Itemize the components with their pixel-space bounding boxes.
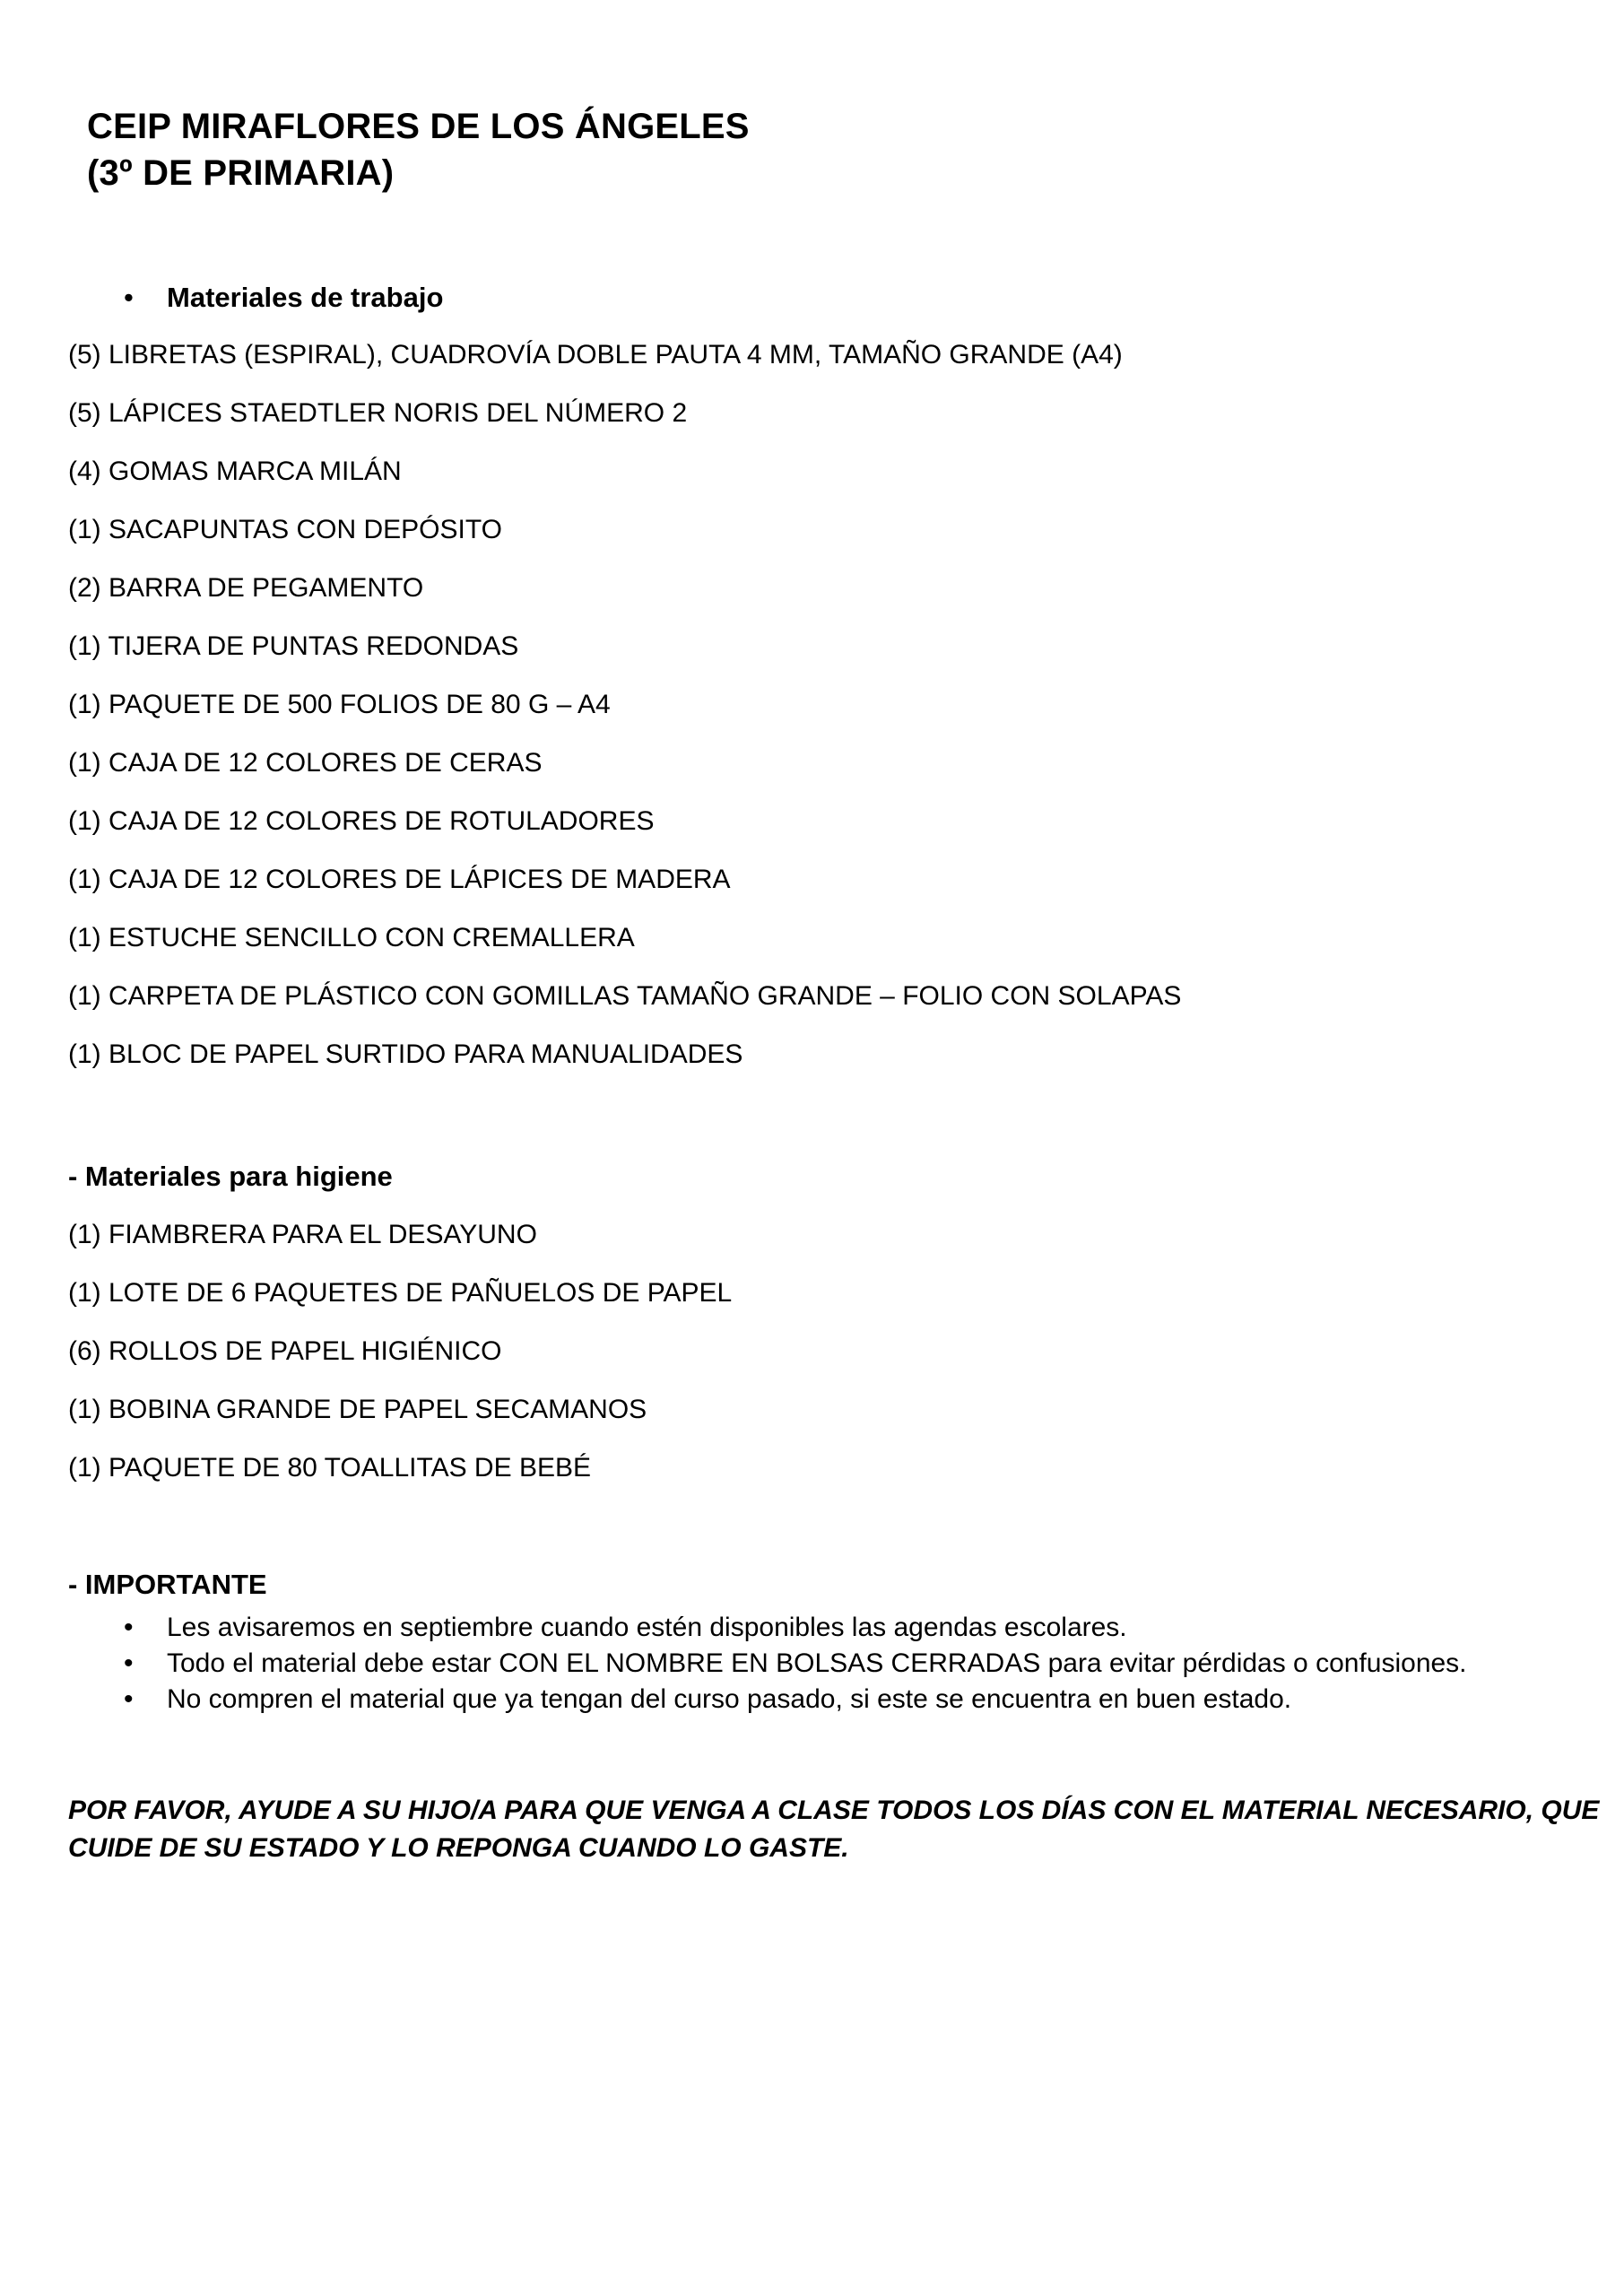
list-item: (4) GOMAS MARCA MILÁN [68,457,402,486]
list-item: (5) LIBRETAS (ESPIRAL), CUADROVÍA DOBLE PAUTA 4 MM, TAMAÑO GRANDE (A4) [68,340,1123,370]
work-materials-heading-text: Materiales de trabajo [167,282,444,313]
school-name: CEIP MIRAFLORES DE LOS ÁNGELES [87,107,750,146]
school-title [87,103,750,196]
bullet-icon: • [124,1684,134,1714]
list-item: (1) PAQUETE DE 500 FOLIOS DE 80 G – A4 [68,690,611,719]
closing-request-line: CUIDE DE SU ESTADO Y LO REPONGA CUANDO LO GASTE. [68,1833,849,1863]
list-item: (1) CAJA DE 12 COLORES DE ROTULADORES [68,806,655,836]
list-item: (1) PAQUETE DE 80 TOALLITAS DE BEBÉ [68,1453,591,1483]
list-item: (1) CAJA DE 12 COLORES DE LÁPICES DE MADERA [68,865,731,894]
hygiene-materials-heading: - Materiales para higiene [68,1161,393,1192]
hygiene-materials-list [68,1217,732,1509]
closing-request-line: POR FAVOR, AYUDE A SU HIJO/A PARA QUE VENGA A CLASE TODOS LOS DÍAS CON EL MATERIAL NECESARIO, QUE [68,1796,1600,1825]
list-item: (1) SACAPUNTAS CON DEPÓSITO [68,515,502,544]
note-text: Todo el material debe estar CON EL NOMBRE EN BOLSAS CERRADAS para evitar pérdidas o confusiones. [167,1648,1467,1678]
list-item: (1) TIJERA DE PUNTAS REDONDAS [68,631,519,661]
bullet-icon: • [124,1613,134,1642]
list-item: (5) LÁPICES STAEDTLER NORIS DEL NÚMERO 2 [68,398,688,428]
note-text: No compren el material que ya tengan del curso pasado, si este se encuentra en buen estado. [167,1684,1292,1714]
bullet-icon: • [124,1648,134,1678]
list-item: (1) BOBINA GRANDE DE PAPEL SECAMANOS [68,1395,647,1424]
list-item: (1) CAJA DE 12 COLORES DE CERAS [68,748,543,778]
list-item: (1) LOTE DE 6 PAQUETES DE PAÑUELOS DE PAPEL [68,1278,733,1308]
bullet-icon: • [124,282,134,313]
list-item: (1) BLOC DE PAPEL SURTIDO PARA MANUALIDADES [68,1039,743,1069]
list-item: (1) CARPETA DE PLÁSTICO CON GOMILLAS TAMAÑO GRANDE – FOLIO CON SOLAPAS [68,981,1182,1011]
list-item: (1) FIAMBRERA PARA EL DESAYUNO [68,1220,537,1249]
note-text: Les avisaremos en septiembre cuando estén disponibles las agendas escolares. [167,1613,1127,1642]
important-heading: - IMPORTANTE [68,1569,267,1600]
work-materials-list [68,337,1181,1095]
list-item: (6) ROLLOS DE PAPEL HIGIÉNICO [68,1336,502,1366]
list-item: (1) ESTUCHE SENCILLO CON CREMALLERA [68,923,635,952]
list-item: (2) BARRA DE PEGAMENTO [68,573,424,603]
closing-request [68,1792,1600,1867]
grade-label: (3º DE PRIMARIA) [87,153,395,193]
